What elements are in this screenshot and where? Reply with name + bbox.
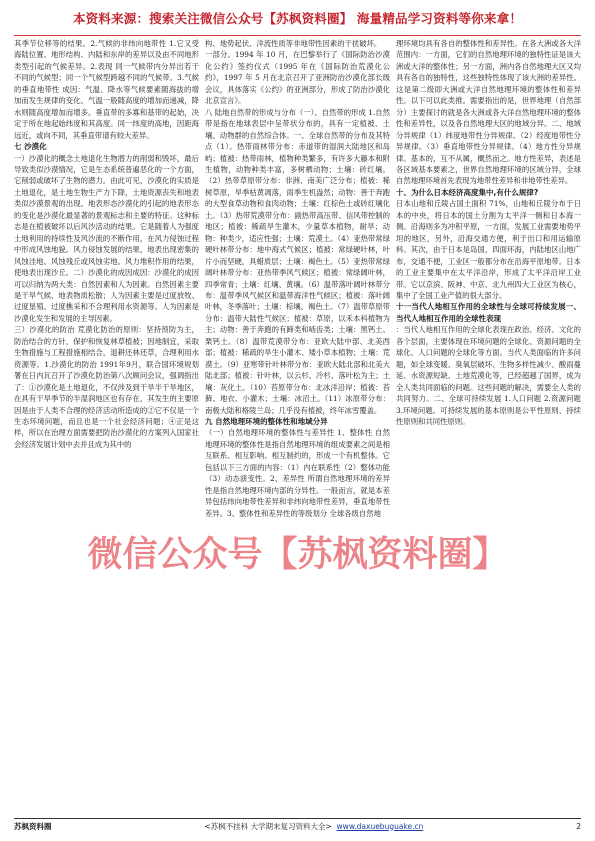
- footer-subtitle: <苏枫不挂科 大学期末复习资料大全>: [204, 821, 332, 831]
- body-paragraph: 一）沙漠化的概念土地退化生物潜力的削弱和毁坏，最后导致类似沙漠情况，它是生态系统普遍恶化的一个方面，它削弱或破坏了生物的潜力。由此可见，沙漠化的实质是土地退化，是土地生物生产力下降，土地资源丧失和地表类似沙漠景观的出现。地表形态沙漠化的引起的地表形态的变化是沙漠化最显著的景观标志和主要的特征。这种标志是在植被破坏以后风沙活动的结果。它是随着人为强度土地利用的持续性及风沙流的不断作用，在风力侵蚀过程中形成风蚀地貌。风力侵蚀发展的结果，地表出现密集的风蚀洼地、风蚀残丘或风蚀劣地。风力堆积作用的结果，使地表出现沙丘。二）沙漠化的成因成因：沙漠化的成因可以归纳为两大类：自然因素和人为因素。自然因素主要是干旱气候、地表物质松散；人为因素主要是过度放牧、过度垦殖、过度樵采和不合理利用水资源等。人为因素是沙漠化发生和发展的主导因素。: [14, 153, 199, 323]
- footer-link[interactable]: www.daxuebuguake.cn: [336, 821, 424, 831]
- body-paragraph: 八 陆地自然带的形成与分布（一）、自然带的形成 1.自然带是指在地球表层中呈带状分布的，具有一定植被、土壤、动物群的自然综合体。一、全球自然带的分布及其特点（1）。热带雨林带分布：赤道带的湿润大陆地区和岛屿；植被：热带雨林，植物种类繁多，有许多大藤本和附生植物，动物种类丰富，多树栖动物；土壤：砖红壤。（2）热带草原带分布：非洲、南美广泛分布；植被：稀树草原，旱季枯黄凋落，雨季生机盎然；动物：善于奔跑的大型食草动物和食肉动物；土壤：红棕色土或砖红壤化土。（3）热带荒漠带分布：副热带高压带、信风带控制的地区；植被：稀疏旱生灌木，少量草本植物，耐旱；动物：种类少，适应性强；土壤：荒漠土。（4）亚热带常绿硬叶林带分布：地中海式气候区；植被：常绿硬叶林，叶片小而坚硬，具蜡质层；土壤：褐色土。（5）亚热带常绿阔叶林带分布：亚热带季风气候区；植被：常绿阔叶林，四季常青；土壤：红壤、黄壤。（6）温带落叶阔叶林带分布：温带季风气候区和温带海洋性气候区；植被：落叶阔叶林，冬季落叶；土壤：棕壤、褐色土。（7）温带草原带分布：温带大陆性气候区；植被：草原，以禾本科植物为主；动物：善于奔跑的有蹄类和啮齿类；土壤：黑钙土、栗钙土。（8）温带荒漠带分布：亚欧大陆中部、北美西部；植被：稀疏的旱生小灌木、矮小草本植物；土壤：荒漠土。（9）亚寒带针叶林带分布：亚欧大陆北部和北美大陆北部；植被：针叶林，以云杉、冷杉、落叶松为主；土壤：灰化土。（10）苔原带分布：北冰洋沿岸；植被：苔藓、地衣、小灌木；土壤：冰沼土。（11）冰原带分布：南极大陆和格陵兰岛；几乎没有植被，终年冰雪覆盖。: [205, 107, 390, 415]
- header-rule: [14, 35, 581, 36]
- body-paragraph: 构、地势起伏、洋流性质等非地带性因素的干扰破坏。: [205, 39, 382, 48]
- footer-brand: 苏枫资料圈: [14, 821, 52, 831]
- top-banner: [0, 3, 595, 33]
- page-body: [14, 38, 581, 808]
- footer-title: [52, 821, 577, 832]
- body-paragraph: 其季节位移等的结果。2.气候的非纬向地带性 1.它又受海陆位置、地形结构、内陆和东岸的差异以及由不同地形类型引起的气候差异。2.表现 同一气候带内分异出若干不同的气候型；同一个气候型跨越不同的气候带。3.气候的垂直地带性 成因：气温、降水等气候要素随海拔的增加而发生规律的变化。气温一般随高度的增加而递减，降水则随高度增加而增多。垂直带的多寡和基带的起始，决定于所在地起始纬度和其高度。同一纬度的高地，因距海远近，或向不同，其垂直带谱有较大差异。: [14, 39, 199, 140]
- body-paragraph: 理环境均具有各自的整体性和差异性。在各大洲或各大洋范围内：一方面，它们的自然地理环境的独特性证是该大洲或大洋的整体性；另一方面，洲内各自然地理大区又均具有各自的独特性，这些独特性体现了该大洲的差异性。这是第二级即大洲或大洋自然地理环境的整体性和差异性。以下可以此类推。需要指出的是，世界地理（自然部分）主要探讨的就是各大洲或各大洋自然地理环境的整体性和差异性，以及各自然地理大区的地域分异。二、地域分异规律（1）纬度地带性分异规律。（2）经度地带性分异规律。（3）垂直地带性分异规律。（4）地方性分异规律。基本的，互不从属，概然而之。地方性差异，表述是各区域基本要素之，世界自然地理环境的区域分异，全球自然地理环境首先表现为地带性差异和非地带性差异。: [396, 39, 581, 186]
- section-heading: 九 自然地理环境的整体性和地域分异: [205, 416, 328, 426]
- watermark-text: 微信公众号【苏枫资料圈】: [87, 535, 508, 575]
- column-2: [205, 38, 390, 808]
- column-3: [396, 38, 581, 808]
- body-paragraph: （一）自然地理环境的整体性与差异性 1、整体性 自然地理环境的整体性是指自然地理环境的组成要素之间是相互联系、相互影响、相互制约的，形成一个有机整体。它包括以下三方面的内容：（1）内在联系性（2）整体功能（3）动态演变性。2、差异性 所谓自然地理环境的差异性是指自然地理环境内部的分异性。一般而言，就是本差异包括纬向地带性差异和非纬向地带性差异，垂直地带性差异。3、整体性和差异性的等级划分 全球各级自然地: [205, 428, 390, 518]
- section-heading: 十、为什么日本经济高度集中,有什么规律?: [396, 187, 539, 197]
- section-heading: 十一当代人地相互作用的全球性与全球可持续发展一、当代人地相互作用的全球性表现: [396, 302, 581, 323]
- body-paragraph: 日本山地和丘陵占国土面积 71%，山地和丘陵分布于日本的中央，将日本的国土分割为太平洋一侧和日本海一侧。沿海则多为冲积平原，一方面，发展工业需要地势平坦的地区，另外，沿海交通方便，利于出口和用运输原料。其次，由于日本是岛国，四面环海，内陆地区山地广布，交通不便，工业区一般都分布在沿海平原地带。日本的工业主要集中在太平洋沿岸，形成了太平洋沿岸工业带。它以京滨、阪神、中京、北九州四大工业区为核心，集中了全国工业产值的很大部分。: [396, 199, 581, 300]
- page-footer: [14, 818, 581, 833]
- column-1: [14, 38, 199, 808]
- page-number: 2: [576, 821, 581, 831]
- body-paragraph: 三）沙漠化的防治 荒漠化防治的原则：坚持预防为主，防治结合的方针，保护和恢复林草植被；因地制宜，采取生物措施与工程措施相结合，退耕还林还草，合理利用水资源等。1.沙漠化的防治 1991年9月，联合国环境规划署在日内瓦召开了沙漠化防治第八次顾问会议，强调指出了：①沙漠化是土地退化，不仅涉及到干旱半干旱地区，在具有干旱季节的半湿润地区也有存在，其发生的主要原因是由于人类不合理的经济活动所造成的②它不仅是一个生态环境问题，而且也是一个社会经济问题；④正是这样，所以在治理方面需要把防治沙漠化的方案列入国家社会经济发展计划中去并且成为其中的: [14, 325, 199, 449]
- body-paragraph: 一部分。1994 年 10 月，在巴黎举行了《国际防治沙漠化公约》签约仪式（1995 年在《国际防治荒漠化公约》，1997 年 5 月在北京召开了亚洲防治沙漠化部长级会议，具体落实《公约》的亚洲部分，形成了防治沙漠化北京宣言》。: [205, 50, 390, 106]
- body-paragraph: ：当代人地相互作用的全球化表现在政治、经济、文化的各个层面，主要体现在环境问题的全球化、资源问题的全球化、人口问题的全球化等方面。当代人类面临的许多问题，如全球变暖、臭氧层破坏、生物多样性减少、酸雨蔓延、水资源短缺、土地荒漠化等，已经超越了国界，成为全人类共同面临的问题。这些问题的解决，需要全人类的共同努力。二、全球可持续发展 1.人口问题 2.资源问题 3.环境问题。可持续发展的基本原则是公平性原则、持续性原则和共同性原则。: [396, 325, 581, 426]
- section-heading: 七 沙漠化: [14, 142, 47, 152]
- banner-text: 本资料来源：搜索关注微信公众号【苏枫资料圈】 海量精品学习资料等你来拿！: [72, 11, 523, 26]
